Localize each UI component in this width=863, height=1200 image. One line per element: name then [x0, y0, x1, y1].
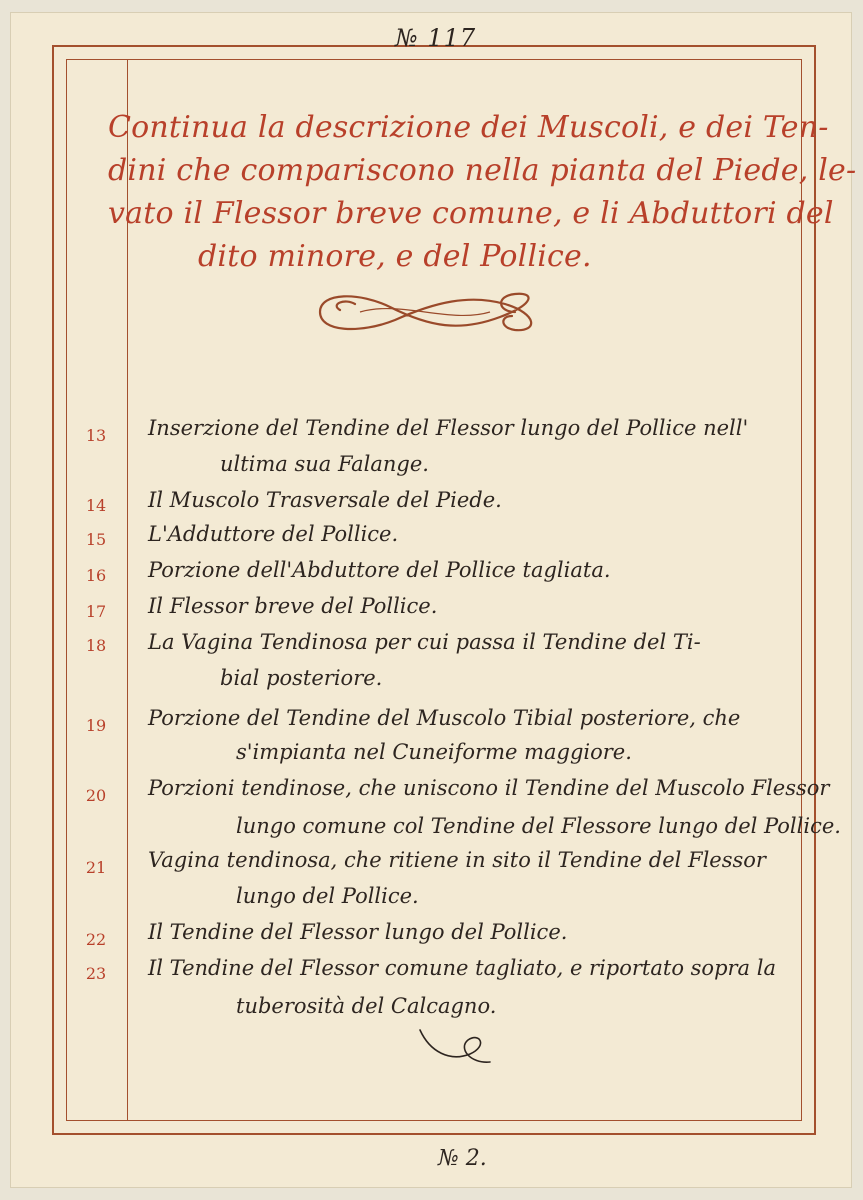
- entry-text: L'Adduttore del Pollice.: [148, 522, 399, 546]
- entry-number: 19: [85, 716, 107, 735]
- entry-number: 17: [85, 602, 107, 621]
- entry-number: 23: [85, 964, 107, 983]
- entry-text: Vagina tendinosa, che ritiene in sito il Tendine del Flessor: [148, 848, 766, 872]
- entry-text: bial posteriore.: [220, 666, 383, 690]
- entry-text: La Vagina Tendinosa per cui passa il Tendine del Ti-: [148, 630, 701, 654]
- title-line: dito minore, e del Pollice.: [198, 239, 592, 274]
- entry-number: 20: [85, 786, 107, 805]
- entry-text: Il Tendine del Flessor lungo del Pollice.: [148, 920, 568, 944]
- entry-text: ultima sua Falange.: [220, 452, 429, 476]
- title-line: vato il Flessor breve comune, e li Abduttori del: [108, 196, 834, 231]
- entry-number: 13: [85, 426, 107, 445]
- title-line: Continua la descrizione dei Muscoli, e dei Ten-: [108, 110, 829, 145]
- title-line: dini che compariscono nella pianta del Piede, le-: [108, 153, 857, 188]
- entry-number: 18: [85, 636, 107, 655]
- closing-flourish: [410, 1022, 500, 1072]
- entry-text: Il Flessor breve del Pollice.: [148, 594, 438, 618]
- entry-number: 21: [85, 858, 107, 877]
- entry-number: 22: [85, 930, 107, 949]
- entry-text: tuberosità del Calcagno.: [236, 994, 497, 1018]
- entry-text: Porzioni tendinose, che uniscono il Tendine del Muscolo Flessor: [148, 776, 830, 800]
- decorative-flourish: [300, 282, 550, 342]
- entry-text: Porzione del Tendine del Muscolo Tibial posteriore, che: [148, 706, 741, 730]
- entry-number: 16: [85, 566, 107, 585]
- entry-text: Il Tendine del Flessor comune tagliato, e riportato sopra la: [148, 956, 776, 980]
- entry-number: 15: [85, 530, 107, 549]
- entry-text: Il Muscolo Trasversale del Piede.: [148, 488, 502, 512]
- page-title: [108, 106, 857, 278]
- folio-number-bottom: № 2.: [438, 1146, 487, 1171]
- entry-text: lungo comune col Tendine del Flessore lungo del Pollice.: [236, 814, 841, 838]
- folio-number-top: № 117: [395, 24, 477, 52]
- entry-text: Porzione dell'Abduttore del Pollice tagliata.: [148, 558, 611, 582]
- entry-text: lungo del Pollice.: [236, 884, 419, 908]
- entry-text: Inserzione del Tendine del Flessor lungo del Pollice nell': [148, 416, 749, 440]
- entry-number: 14: [85, 496, 107, 515]
- entry-text: s'impianta nel Cuneiforme maggiore.: [236, 740, 632, 764]
